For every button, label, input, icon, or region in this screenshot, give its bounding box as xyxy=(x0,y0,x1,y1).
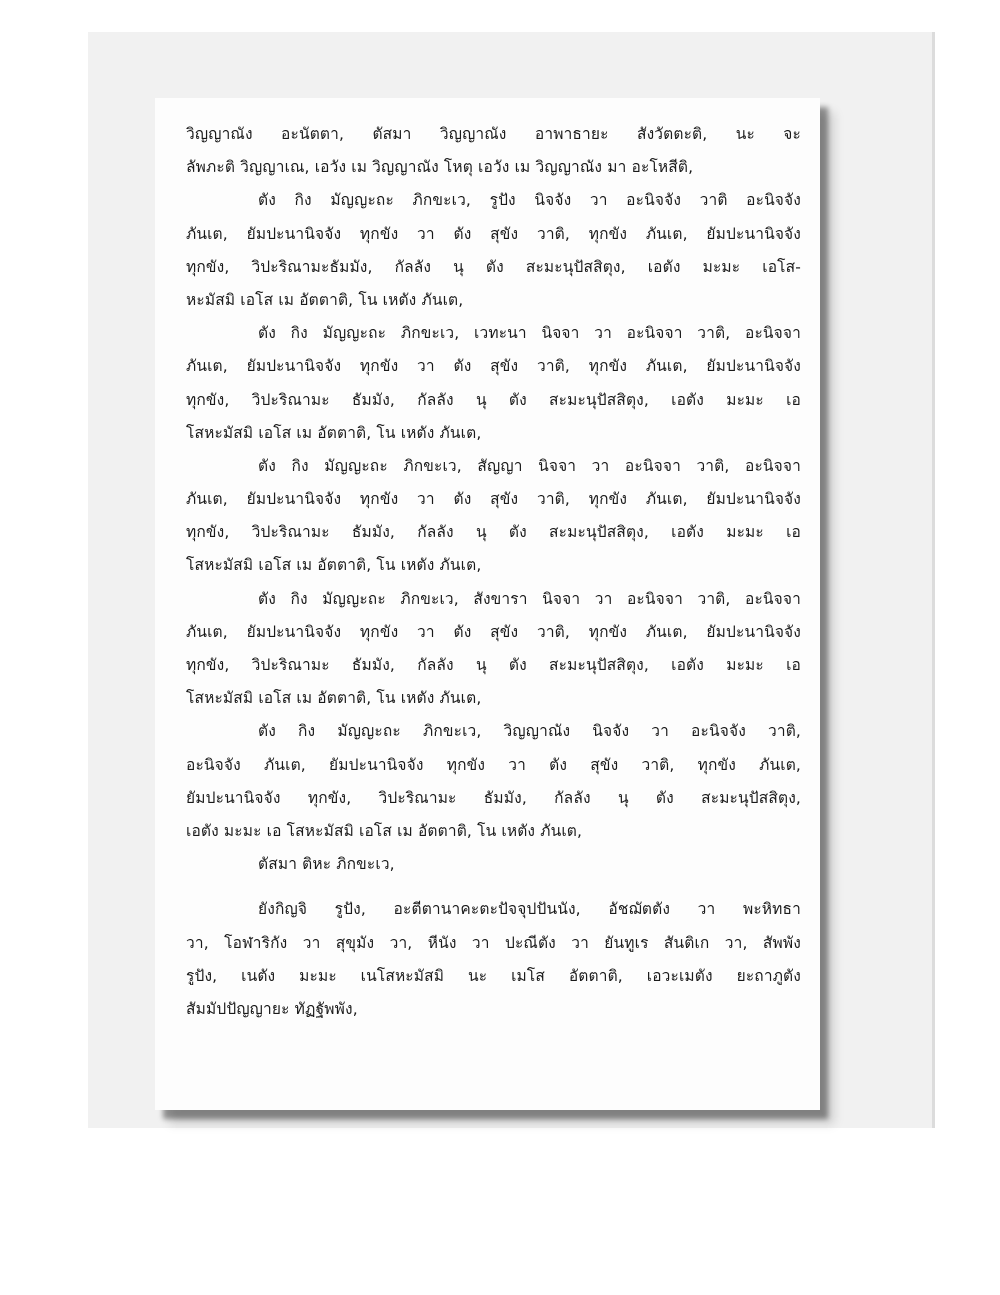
text-line: ทุกขัง, วิปะริณามะ ธัมมัง, กัลลัง นุ ตัง สะมะนุปัสสิตุง, เอตัง มะมะ เอ xyxy=(186,656,801,674)
text-line: วิญญาณัง อะนัตตา, ตัสมา วิญญาณัง อาพาธายะ สังวัตตะติ, นะ จะ xyxy=(186,125,801,143)
page-text xyxy=(186,118,801,1026)
text-line: ภันเต, ยัมปะนานิจจัง ทุกขัง วา ตัง สุขัง วาติ, ทุกขัง ภันเต, ยัมปะนานิจจัง xyxy=(186,490,801,509)
text-line: ภันเต, ยัมปะนานิจจัง ทุกขัง วา ตัง สุขัง วาติ, ทุกขัง ภันเต, ยัมปะนานิจจัง xyxy=(186,224,801,243)
text-line: ภันเต, ยัมปะนานิจจัง ทุกขัง วา ตัง สุขัง วาติ, ทุกขัง ภันเต, ยัมปะนานิจจัง xyxy=(186,622,801,641)
paragraph-start-line: ตัง กิง มัญญะถะ ภิกขะเว, สัญญา นิจจา วา อะนิจจา วาติ, อะนิจจา xyxy=(258,456,801,475)
text-line: สัมมัปปัญญายะ ทัฏฐัพพัง, xyxy=(186,999,358,1018)
paragraph-start-line: ตัง กิง มัญญะถะ ภิกขะเว, รูปัง นิจจัง วา อะนิจจัง วาติ อะนิจจัง xyxy=(258,191,801,210)
paragraph-start-line: ตัสมา ติหะ ภิกขะเว, xyxy=(258,855,395,874)
text-line: อะนิจจัง ภันเต, ยัมปะนานิจจัง ทุกขัง วา ตัง สุขัง วาติ, ทุกขัง ภันเต, xyxy=(186,755,801,774)
text-line: วา, โอฬาริกัง วา สุขุมัง วา, หีนัง วา ปะณีตัง วา ยันทูเร สันติเก วา, สัพพัง xyxy=(186,933,801,952)
text-line: โสหะมัสมิ เอโส เม อัตตาติ, โน เหตัง ภันเต, xyxy=(186,556,482,575)
paragraph-start-line: ตัง กิง มัญญะถะ ภิกขะเว, วิญญาณัง นิจจัง วา อะนิจจัง วาติ, xyxy=(258,722,801,741)
text-line: ลัพภะติ วิญญาเณ, เอวัง เม วิญญาณัง โหตุ เอวัง เม วิญญาณัง มา อะโหสีติ, xyxy=(186,158,694,177)
paragraph-gap xyxy=(186,881,801,893)
text-line: หะมัสมิ เอโส เม อัตตาติ, โน เหตัง ภันเต, xyxy=(186,290,464,309)
text-line: ยัมปะนานิจจัง ทุกขัง, วิปะริณามะ ธัมมัง, กัลลัง นุ ตัง สะมะนุปัสสิตุง, xyxy=(186,788,801,807)
paragraph-start-line: ยังกิญจิ รูปัง, อะตีตานาคะตะปัจจุปปันนัง, อัชฌัตตัง วา พะหิทธา xyxy=(258,900,801,919)
text-line: โสหะมัสมิ เอโส เม อัตตาติ, โน เหตัง ภันเต, xyxy=(186,689,482,708)
paragraph-start-line: ตัง กิง มัญญะถะ ภิกขะเว, สังขารา นิจจา วา อะนิจจา วาติ, อะนิจจา xyxy=(258,589,801,608)
text-line: ทุกขัง, วิปะริณามะ ธัมมัง, กัลลัง นุ ตัง สะมะนุปัสสิตุง, เอตัง มะมะ เอ xyxy=(186,390,801,409)
text-line: โสหะมัสมิ เอโส เม อัตตาติ, โน เหตัง ภันเต, xyxy=(186,423,482,442)
paragraph-start-line: ตัง กิง มัญญะถะ ภิกขะเว, เวทะนา นิจจา วา อะนิจจา วาติ, อะนิจจา xyxy=(258,324,801,343)
scan-edge xyxy=(932,32,935,1128)
text-line: เอตัง มะมะ เอ โสหะมัสมิ เอโส เม อัตตาติ, โน เหตัง ภันเต, xyxy=(186,821,583,840)
text-line: ทุกขัง, วิปะริณามะ ธัมมัง, กัลลัง นุ ตัง สะมะนุปัสสิตุง, เอตัง มะมะ เอ xyxy=(186,523,801,542)
text-line: รูปัง, เนตัง มะมะ เนโสหะมัสมิ นะ เมโส อัตตาติ, เอวะเมตัง ยะถาภูตัง xyxy=(186,966,801,985)
text-line: ทุกขัง, วิปะริณามะธัมมัง, กัลลัง นุ ตัง สะมะนุปัสสิตุง, เอตัง มะมะ เอโส- xyxy=(186,257,801,276)
text-line: ภันเต, ยัมปะนานิจจัง ทุกขัง วา ตัง สุขัง วาติ, ทุกขัง ภันเต, ยัมปะนานิจจัง xyxy=(186,357,801,376)
